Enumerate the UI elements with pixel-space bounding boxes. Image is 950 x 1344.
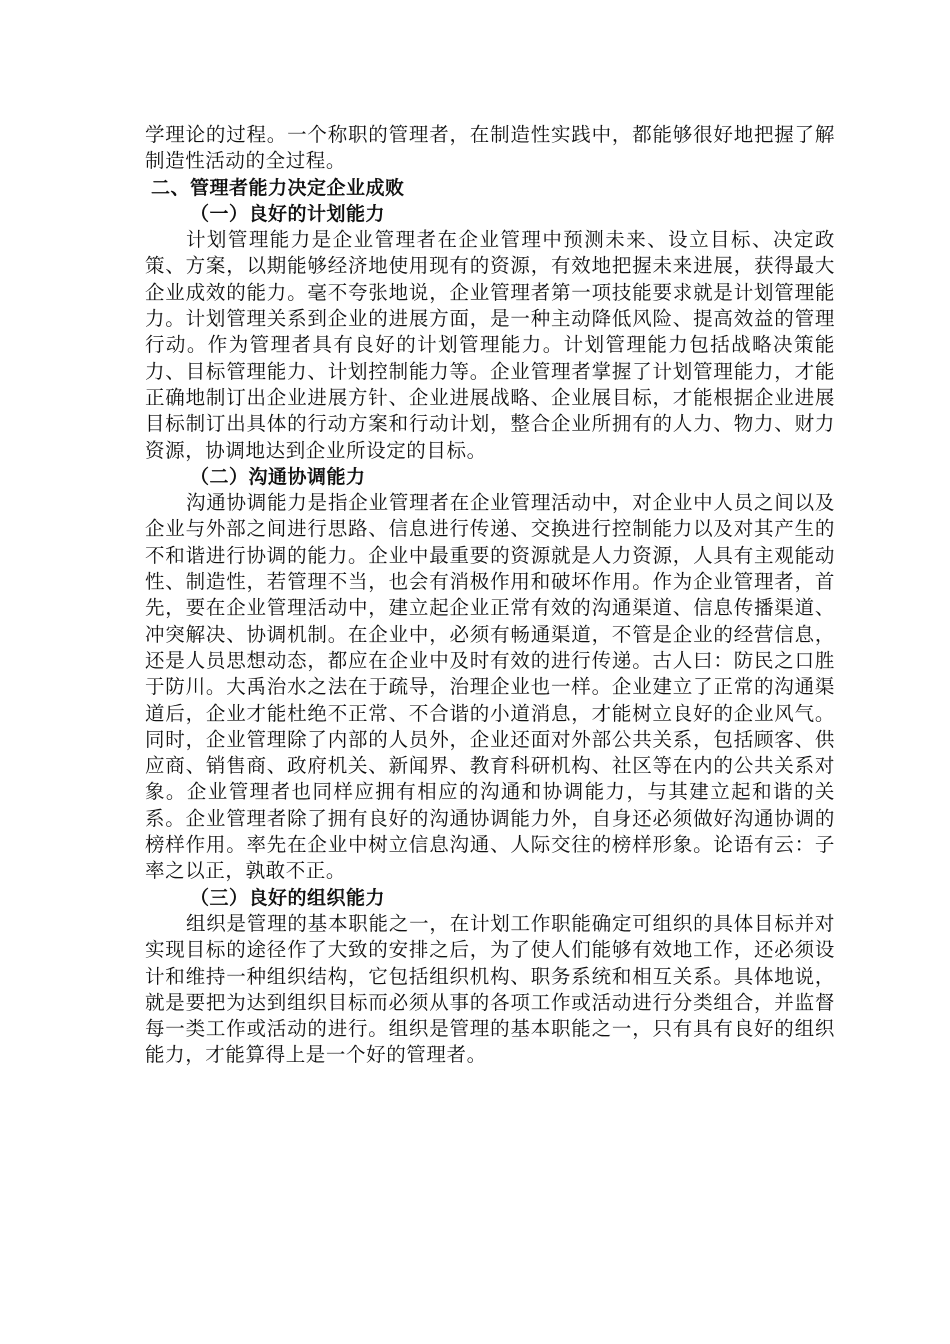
section-heading: 二、管理者能力决定企业成败 bbox=[151, 176, 405, 199]
paragraph-organization: 组织是管理的基本职能之一，在计划工作职能确定可组织的具体目标并对实现目标的途径作了大致的安排之后，为了使人们能够有效地工作，还必须设计和维持一种组织结构，它包括组织机构、职务系统和相互关系。具体地说，就是要把为达到组织目标而必须从事的各项工作或活动进行分类组合，并监督每一类工作或活动的进行。组织是管理的基本职能之一，只有具有良好的组织能力，才能算得上是一个好的管理者。 bbox=[145, 911, 835, 1067]
document-body bbox=[145, 122, 835, 1069]
subsection-heading-organization: （三）良好的组织能力 bbox=[190, 886, 386, 909]
paragraph-communication: 沟通协调能力是指企业管理者在企业管理活动中，对企业中人员之间以及企业与外部之间进行思路、信息进行传递、交换进行控制能力以及对其产生的不和谐进行协调的能力。企业中最重要的资源就是人力资源，人具有主观能动性、制造性，若管理不当，也会有消极作用和破坏作用。作为企业管理者，首先，要在企业管理活动中，建立起企业正常有效的沟通渠道、信息传播渠道、冲突解决、协调机制。在企业中，必须有畅通渠道，不管是企业的经营信息，还是人员思想动态，都应在企业中及时有效的进行传递。古人曰：防民之口胜于防川。大禹治水之法在于疏导，治理企业也一样。企业建立了正常的沟通渠道后，企业才能杜绝不正常、不合谐的小道消息，才能树立良好的企业风气。同时，企业管理除了内部的人员外，企业还面对外部公共关系，包括顾客、供应商、销售商、政府机关、新闻界、教育科研机构、社区等在内的公共关系对象。企业管理者也同样应拥有相应的沟通和协调能力，与其建立起和谐的关系。企业管理者除了拥有良好的沟通协调能力外，自身还必须做好沟通协调的榜样作用。率先在企业中树立信息沟通、人际交往的榜样形象。论语有云：子率之以正，孰敢不正。 bbox=[145, 491, 835, 883]
subsection-heading-communication: （二）沟通协调能力 bbox=[190, 465, 366, 488]
paragraph-planning: 计划管理能力是企业管理者在企业管理中预测未来、设立目标、决定政策、方案，以期能够经济地使用现有的资源，有效地把握未来进展，获得最大企业成效的能力。毫不夸张地说，企业管理者第一项技能要求就是计划管理能力。计划管理关系到企业的进展方面，是一种主动降低风险、提高效益的管理行动。作为管理者具有良好的计划管理能力。计划管理能力包括战略决策能力、目标管理能力、计划控制能力等。企业管理者掌握了计划管理能力，才能正确地制订出企业进展方针、企业进展战略、企业展目标，才能根据企业进展目标制订出具体的行动方案和行动计划，整合企业所拥有的人力、物力、财力资源，协调地达到企业所设定的目标。 bbox=[145, 228, 835, 462]
intro-paragraph: 学理论的过程。一个称职的管理者，在制造性实践中，都能够很好地把握了解制造性活动的全过程。 bbox=[145, 123, 835, 173]
subsection-heading-planning: （一）良好的计划能力 bbox=[190, 202, 386, 225]
